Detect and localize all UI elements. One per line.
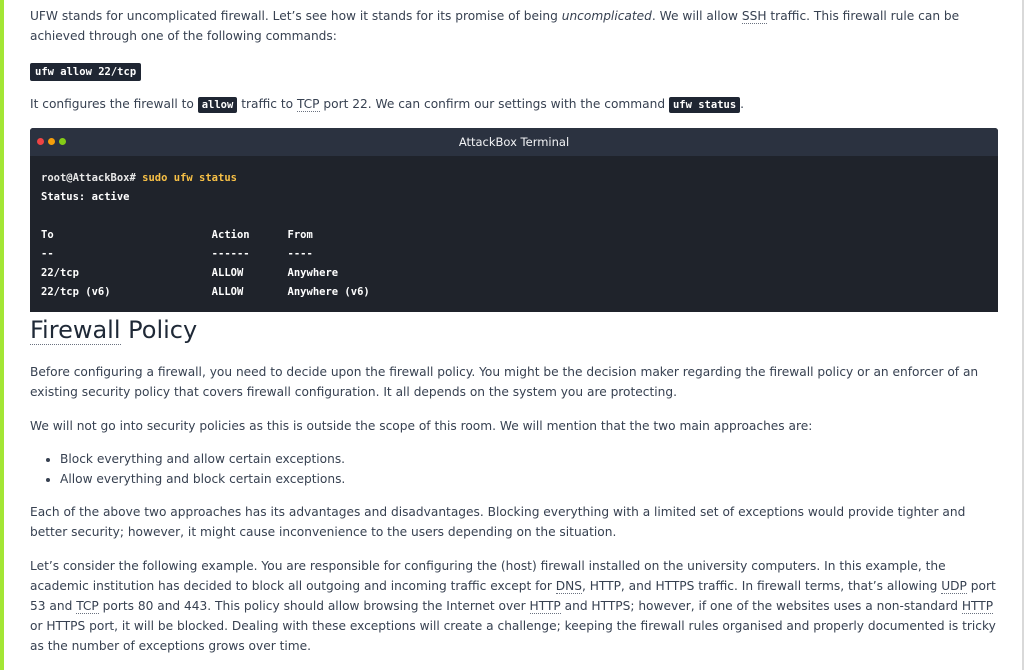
text: It configures the firewall to	[30, 97, 198, 111]
section-heading	[30, 316, 197, 344]
list-item: • Allow everything and block certain exceptions.	[60, 469, 345, 489]
text: traffic. This firewall rule can be achieved through one of the following commands:	[30, 9, 960, 43]
policy-paragraph: Before configuring a firewall, you need to decide upon the firewall policy. You might be the decision maker regarding the firewall policy or an enforcer of an existing security policy that covers firewall configuration. It all depends on the system you are protecting.	[30, 365, 979, 399]
intro-paragraph	[30, 6, 998, 46]
text: port 22. We can confirm our settings with the command	[319, 97, 669, 111]
tradeoffs-paragraph: Each of the above two approaches has its advantages and disadvantages. Blocking everything with a limited set of exceptions would provide tighter and better security; however, it might cause inconvenience to the users depending on the situation.	[30, 505, 966, 539]
terminal-line: Status: active	[41, 191, 130, 203]
text: . We will allow	[651, 9, 742, 23]
abbr-dns: DNS	[555, 579, 582, 593]
terminal-output	[30, 156, 998, 302]
list-item: • Block everything and allow certain exceptions.	[60, 449, 345, 469]
text: .	[740, 97, 745, 111]
text: and HTTPS; however, if one of the websites uses a non-standard	[560, 599, 962, 613]
abbr-http: HTTP	[529, 599, 561, 613]
text: ports 80 and 443. This policy should allow browsing the Internet over	[98, 599, 530, 613]
terminal-line: 22/tcp (v6) ALLOW Anywhere (v6)	[41, 286, 370, 298]
text: port 53 and	[30, 579, 996, 613]
abbr-http: HTTP	[961, 599, 994, 613]
approaches-list	[30, 449, 345, 489]
terminal-title-bar	[30, 128, 998, 156]
abbr-ssh: SSH	[741, 9, 767, 23]
text: or HTTPS port, it will be blocked. Dealing with these exceptions will create a challenge; keeping the firewall rules organised and properly documented is tricky as the number of exceptions grows over time.	[30, 619, 996, 653]
terminal-title: AttackBox Terminal	[458, 135, 570, 149]
example-paragraph	[30, 556, 998, 656]
inline-code-ufw-status: ufw status	[669, 97, 740, 113]
config-paragraph	[30, 94, 744, 115]
terminal-line: -- ------ ----	[41, 248, 313, 260]
approaches-paragraph: We will not go into security policies as this is outside the scope of this room. We will mention that the two main approaches are:	[30, 419, 813, 433]
terminal-command: sudo ufw status	[135, 172, 237, 184]
heading-text: Policy	[120, 316, 198, 344]
text: , HTTP, and HTTPS traffic. In firewall terms, that’s allowing	[581, 579, 942, 593]
inline-code-allow: allow	[198, 97, 238, 113]
abbr-udp: UDP	[941, 579, 967, 593]
left-accent-bar	[0, 0, 4, 670]
command-block	[30, 60, 141, 81]
abbr-tcp: TCP	[76, 599, 99, 613]
heading-abbr-firewall: Firewall	[30, 316, 121, 344]
emphasis-text: uncomplicated	[561, 9, 652, 23]
terminal-prompt: root@AttackBox#	[41, 172, 136, 184]
text: UFW stands for uncomplicated firewall. Let’s see how it stands for its promise of being	[30, 9, 562, 23]
abbr-tcp: TCP	[296, 97, 320, 111]
attackbox-terminal[interactable]	[30, 128, 998, 312]
command-ufw-allow: ufw allow 22/tcp	[30, 63, 141, 81]
text: traffic to	[237, 97, 297, 111]
terminal-line: 22/tcp ALLOW Anywhere	[41, 267, 339, 279]
terminal-line: To Action From	[41, 229, 313, 241]
text: Let’s consider the following example. You are responsible for configuring the (host) firewall installed on the university computers. In this example, the academic institution has decided to block all outgoing and incoming traffic except for	[30, 559, 946, 593]
